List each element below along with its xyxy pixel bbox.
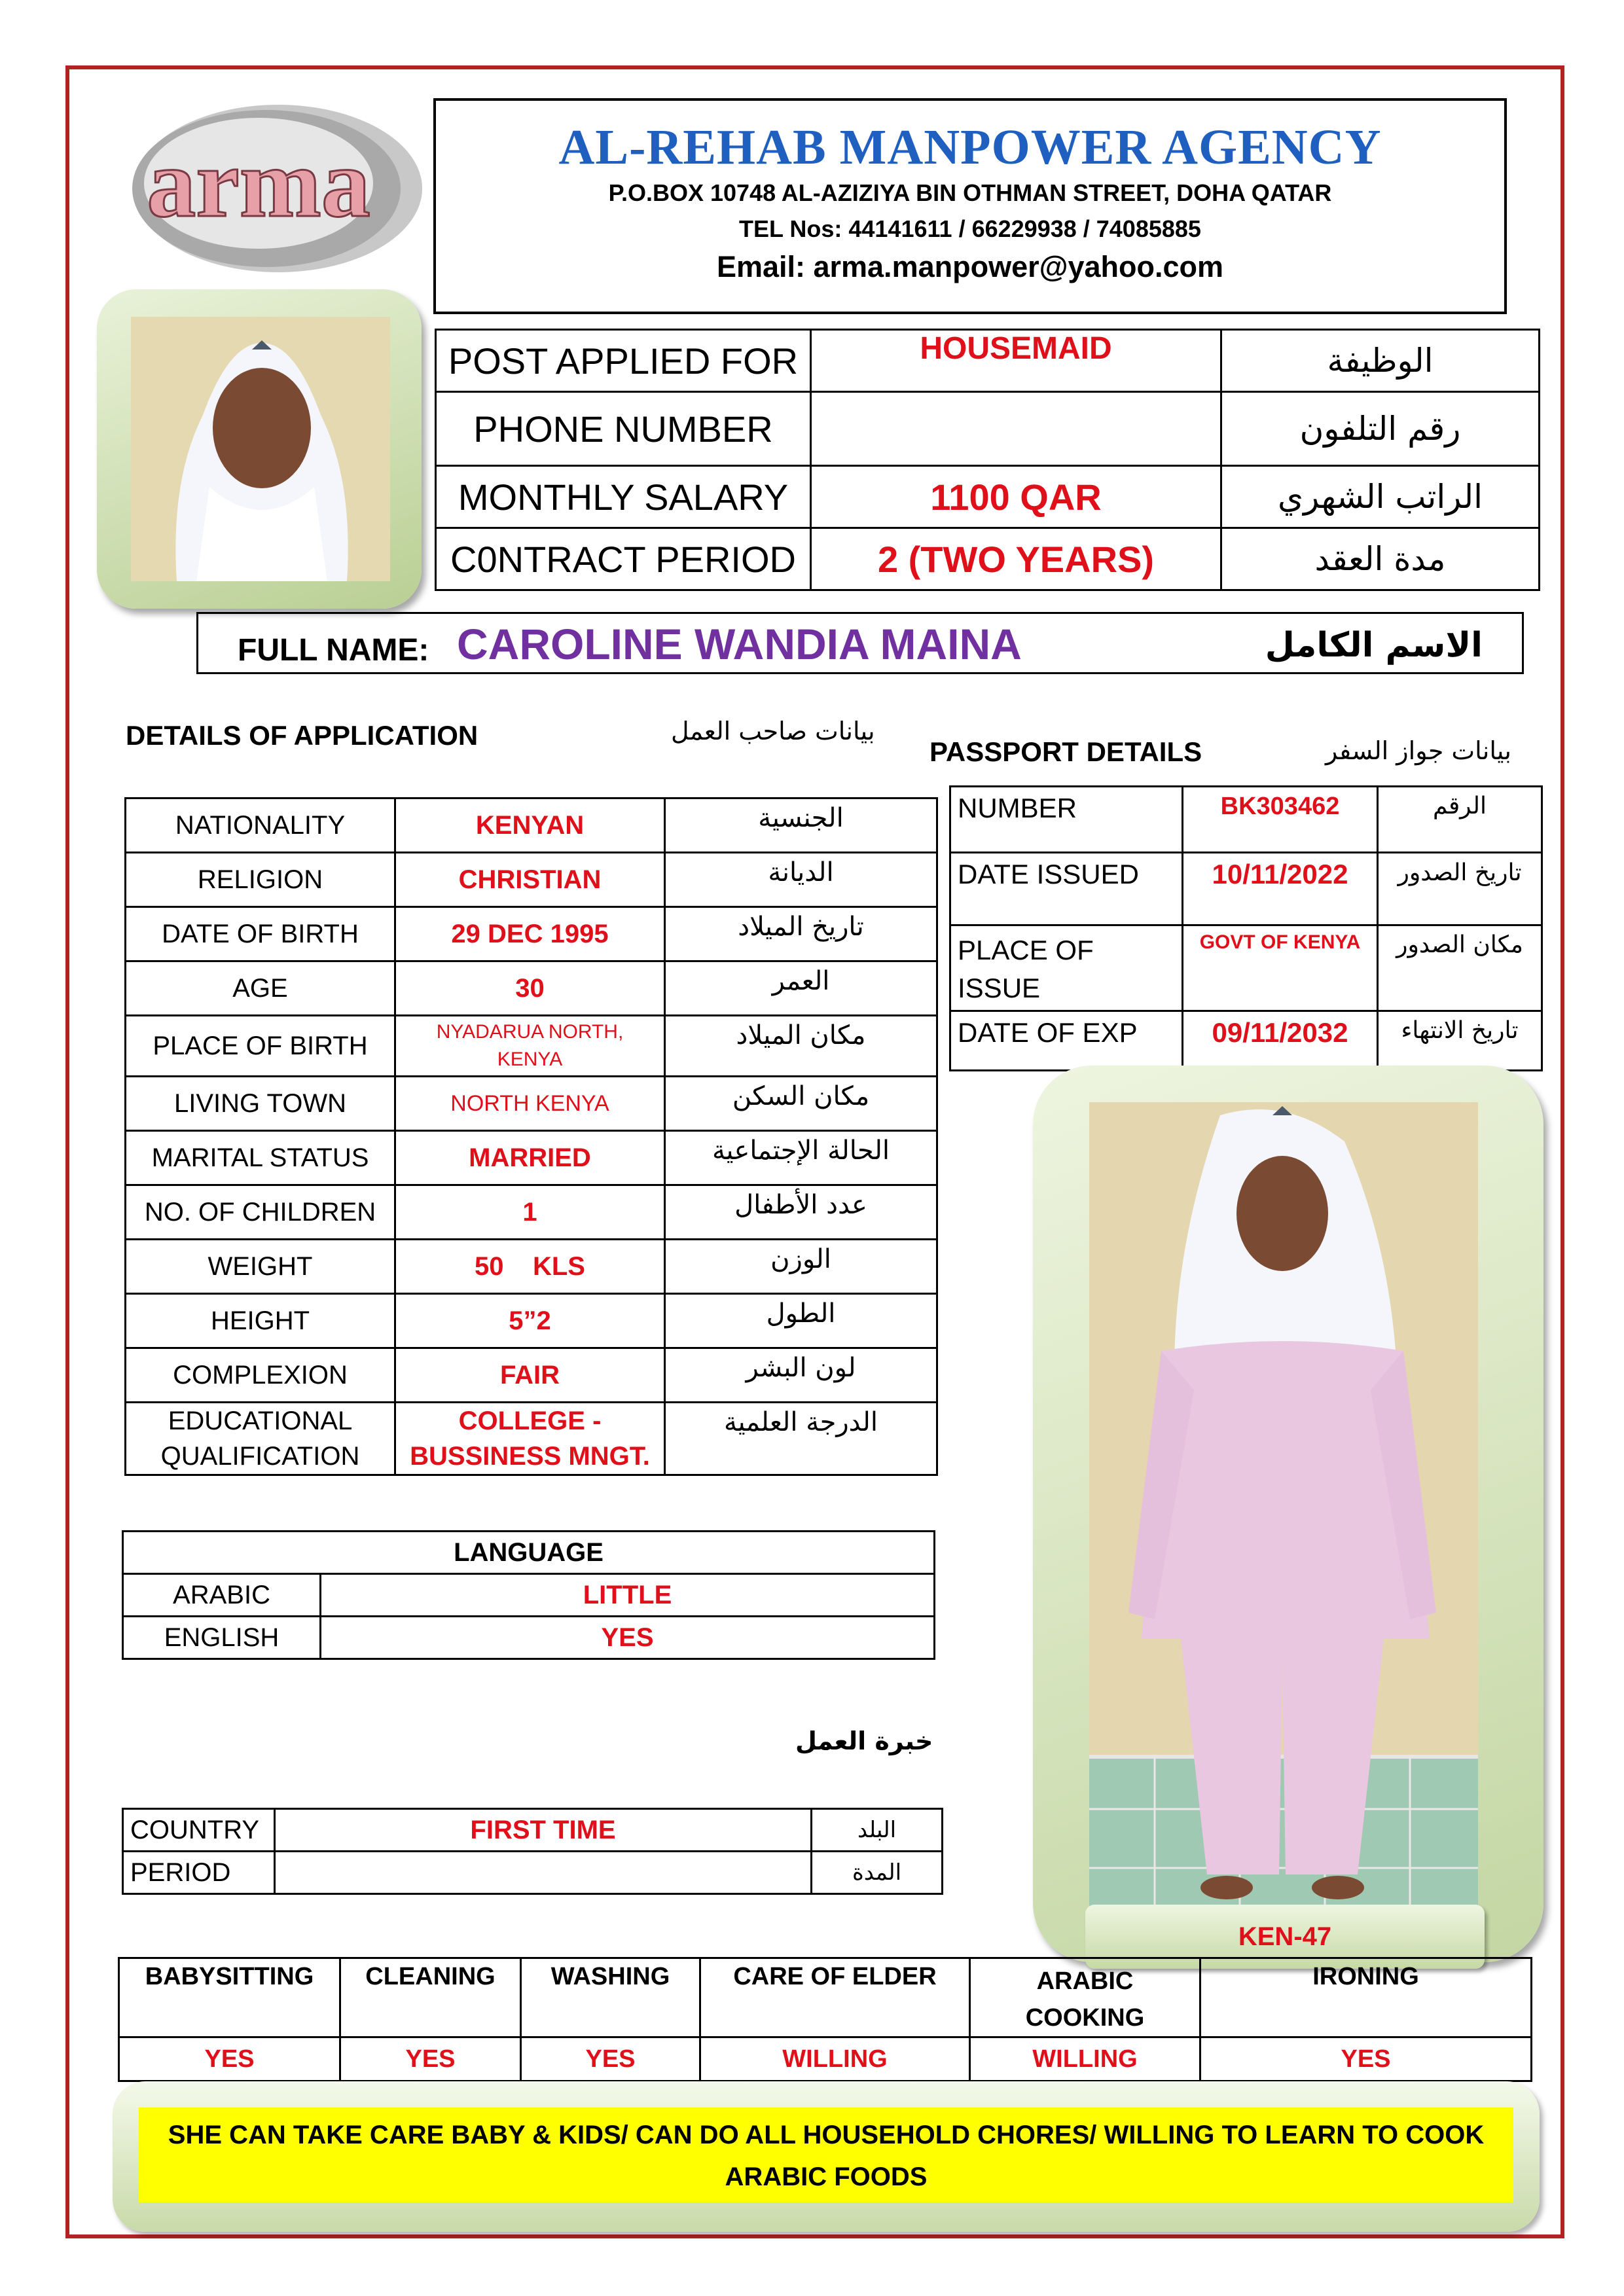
detail-label: MARITAL STATUS	[126, 1131, 395, 1185]
table-row	[126, 1185, 937, 1240]
table-row	[126, 1016, 937, 1077]
experience-label: PERIOD	[123, 1852, 275, 1894]
experience-arabic: المدة	[812, 1852, 943, 1894]
experience-heading-arabic: خبرة العمل	[795, 1727, 933, 1755]
detail-label: AGE	[126, 961, 395, 1016]
passport-arabic: تاريخ الانتهاء	[1378, 1011, 1542, 1071]
salary-arabic: الراتب الشهري	[1221, 466, 1540, 528]
agency-phone: TEL Nos: 44141611 / 66229938 / 74085885	[739, 215, 1201, 242]
salary-label: MONTHLY SALARY	[436, 466, 811, 528]
detail-value: 5”2	[395, 1294, 665, 1348]
agency-logo	[121, 98, 429, 278]
experience-label: COUNTRY	[123, 1809, 275, 1852]
table-row	[126, 1131, 937, 1185]
table-row	[126, 1294, 937, 1348]
skills-table	[118, 1957, 1532, 2082]
table-row	[126, 1077, 937, 1131]
language-value: YES	[321, 1617, 935, 1659]
full-name-value: CAROLINE WANDIA MAINA	[457, 620, 1022, 668]
passport-label: PLACE OF ISSUE	[950, 925, 1183, 1011]
detail-label: COMPLEXION	[126, 1348, 395, 1403]
table-row	[126, 907, 937, 961]
table-row	[950, 1011, 1542, 1071]
detail-value: 50 KLS	[395, 1240, 665, 1294]
full-body-photo-frame	[1033, 1066, 1543, 1962]
passport-label: DATE OF EXP	[950, 1011, 1183, 1071]
table-row	[123, 1532, 935, 1574]
experience-value	[275, 1852, 812, 1894]
experience-table	[122, 1808, 943, 1895]
detail-label: NATIONALITY	[126, 798, 395, 853]
table-row	[436, 528, 1540, 590]
phone-arabic: رقم التلفون	[1221, 392, 1540, 466]
post-table	[435, 329, 1540, 591]
detail-value: 30	[395, 961, 665, 1016]
full-name-arabic: الاسم الكامل	[1265, 626, 1483, 665]
detail-label: RELIGION	[126, 853, 395, 907]
table-row	[436, 392, 1540, 466]
full-body-photo	[1089, 1102, 1478, 1927]
passport-arabic: مكان الصدور	[1378, 925, 1542, 1011]
post-label: POST APPLIED FOR	[436, 330, 811, 392]
detail-arabic: تاريخ الميلاد	[665, 907, 937, 961]
experience-arabic: البلد	[812, 1809, 943, 1852]
table-row	[126, 1348, 937, 1403]
detail-label: LIVING TOWN	[126, 1077, 395, 1131]
agency-title: AL-REHAB MANPOWER AGENCY	[558, 120, 1382, 175]
reference-code-badge: KEN-47	[1085, 1905, 1485, 1969]
full-name-label: FULL NAME:	[238, 633, 429, 668]
table-row	[119, 1958, 1532, 2037]
detail-label: HEIGHT	[126, 1294, 395, 1348]
detail-label: NO. OF CHILDREN	[126, 1185, 395, 1240]
agency-email: Email: arma.manpower@yahoo.com	[716, 250, 1224, 283]
detail-arabic: عدد الأطفال	[665, 1185, 937, 1240]
skill-value: YES	[1200, 2037, 1532, 2081]
passport-label: DATE ISSUED	[950, 853, 1183, 925]
skill-value: YES	[119, 2037, 340, 2081]
table-row	[123, 1617, 935, 1659]
detail-arabic: لون البشر	[665, 1348, 937, 1403]
detail-arabic: الدرجة العلمية	[665, 1403, 937, 1475]
detail-label: EDUCATIONAL QUALIFICATION	[126, 1403, 395, 1475]
post-value: HOUSEMAID	[811, 330, 1221, 392]
post-arabic: الوظيفة	[1221, 330, 1540, 392]
detail-label: WEIGHT	[126, 1240, 395, 1294]
detail-value: MARRIED	[395, 1131, 665, 1185]
language-value: LITTLE	[321, 1574, 935, 1617]
passport-arabic: الرقم	[1378, 787, 1542, 853]
detail-value: COLLEGE - BUSSINESS MNGT.	[395, 1403, 665, 1475]
skill-header: ARABIC COOKING	[970, 1958, 1200, 2037]
table-row	[123, 1574, 935, 1617]
detail-value: NYADARUA NORTH, KENYA	[395, 1016, 665, 1077]
table-row	[119, 2037, 1532, 2081]
remark-text: SHE CAN TAKE CARE BABY & KIDS/ CAN DO ALL HOUSEHOLD CHORES/ WILLING TO LEARN TO COOK ARABIC FOODS	[168, 2121, 1485, 2191]
passport-value: 10/11/2022	[1183, 853, 1378, 925]
phone-value	[811, 392, 1221, 466]
skill-value: YES	[340, 2037, 521, 2081]
detail-arabic: مكان السكن	[665, 1077, 937, 1131]
detail-value: FAIR	[395, 1348, 665, 1403]
table-row	[123, 1809, 943, 1852]
detail-label: DATE OF BIRTH	[126, 907, 395, 961]
logo-text: arma	[147, 129, 370, 238]
table-row	[436, 330, 1540, 392]
language-label: ARABIC	[123, 1574, 321, 1617]
detail-arabic: الجنسية	[665, 798, 937, 853]
detail-arabic: الطول	[665, 1294, 937, 1348]
passport-value: 09/11/2032	[1183, 1011, 1378, 1071]
details-table	[124, 797, 938, 1476]
passport-arabic: تاريخ الصدور	[1378, 853, 1542, 925]
experience-value: FIRST TIME	[275, 1809, 812, 1852]
salary-value: 1100 QAR	[811, 466, 1221, 528]
phone-label: PHONE NUMBER	[436, 392, 811, 466]
table-row	[123, 1852, 943, 1894]
passport-heading: PASSPORT DETAILS	[929, 736, 1202, 767]
passport-value: BK303462	[1183, 787, 1378, 853]
contract-value: 2 (TWO YEARS)	[811, 528, 1221, 590]
detail-value: 1	[395, 1185, 665, 1240]
skill-header: WASHING	[521, 1958, 700, 2037]
contract-label: C0NTRACT PERIOD	[436, 528, 811, 590]
portrait-photo-frame	[97, 289, 422, 609]
detail-label: PLACE OF BIRTH	[126, 1016, 395, 1077]
table-row	[126, 853, 937, 907]
table-row	[950, 925, 1542, 1011]
language-label: ENGLISH	[123, 1617, 321, 1659]
table-row	[436, 466, 1540, 528]
table-row	[126, 961, 937, 1016]
agency-header	[433, 98, 1507, 314]
contract-arabic: مدة العقد	[1221, 528, 1540, 590]
skill-header: CLEANING	[340, 1958, 521, 2037]
skill-header: IRONING	[1200, 1958, 1532, 2037]
detail-arabic: العمر	[665, 961, 937, 1016]
details-heading-arabic: بيانات صاحب العمل	[671, 717, 875, 745]
skill-value: WILLING	[970, 2037, 1200, 2081]
skill-value: YES	[521, 2037, 700, 2081]
language-table	[122, 1530, 935, 1660]
skill-header: BABYSITTING	[119, 1958, 340, 2037]
table-row	[950, 787, 1542, 853]
table-row	[126, 798, 937, 853]
detail-arabic: الديانة	[665, 853, 937, 907]
remark-box	[113, 2081, 1540, 2232]
portrait-photo	[131, 317, 390, 581]
skill-header: CARE OF ELDER	[700, 1958, 970, 2037]
detail-value: 29 DEC 1995	[395, 907, 665, 961]
skill-value: WILLING	[700, 2037, 970, 2081]
detail-arabic: مكان الميلاد	[665, 1016, 937, 1077]
language-heading: LANGUAGE	[123, 1532, 935, 1574]
table-row	[950, 853, 1542, 925]
passport-table	[949, 785, 1543, 1071]
table-row	[126, 1240, 937, 1294]
details-heading: DETAILS OF APPLICATION	[126, 720, 478, 751]
table-row	[126, 1403, 937, 1475]
full-name-box	[196, 612, 1524, 674]
passport-label: NUMBER	[950, 787, 1183, 853]
detail-arabic: الوزن	[665, 1240, 937, 1294]
detail-value: CHRISTIAN	[395, 853, 665, 907]
agency-address: P.O.BOX 10748 AL-AZIZIYA BIN OTHMAN STREET, DOHA QATAR	[608, 179, 1332, 206]
passport-heading-arabic: بيانات جواز السفر	[1326, 736, 1511, 765]
detail-value: NORTH KENYA	[395, 1077, 665, 1131]
detail-value: KENYAN	[395, 798, 665, 853]
detail-arabic: الحالة الإجتماعية	[665, 1131, 937, 1185]
passport-value: GOVT OF KENYA	[1183, 925, 1378, 1011]
